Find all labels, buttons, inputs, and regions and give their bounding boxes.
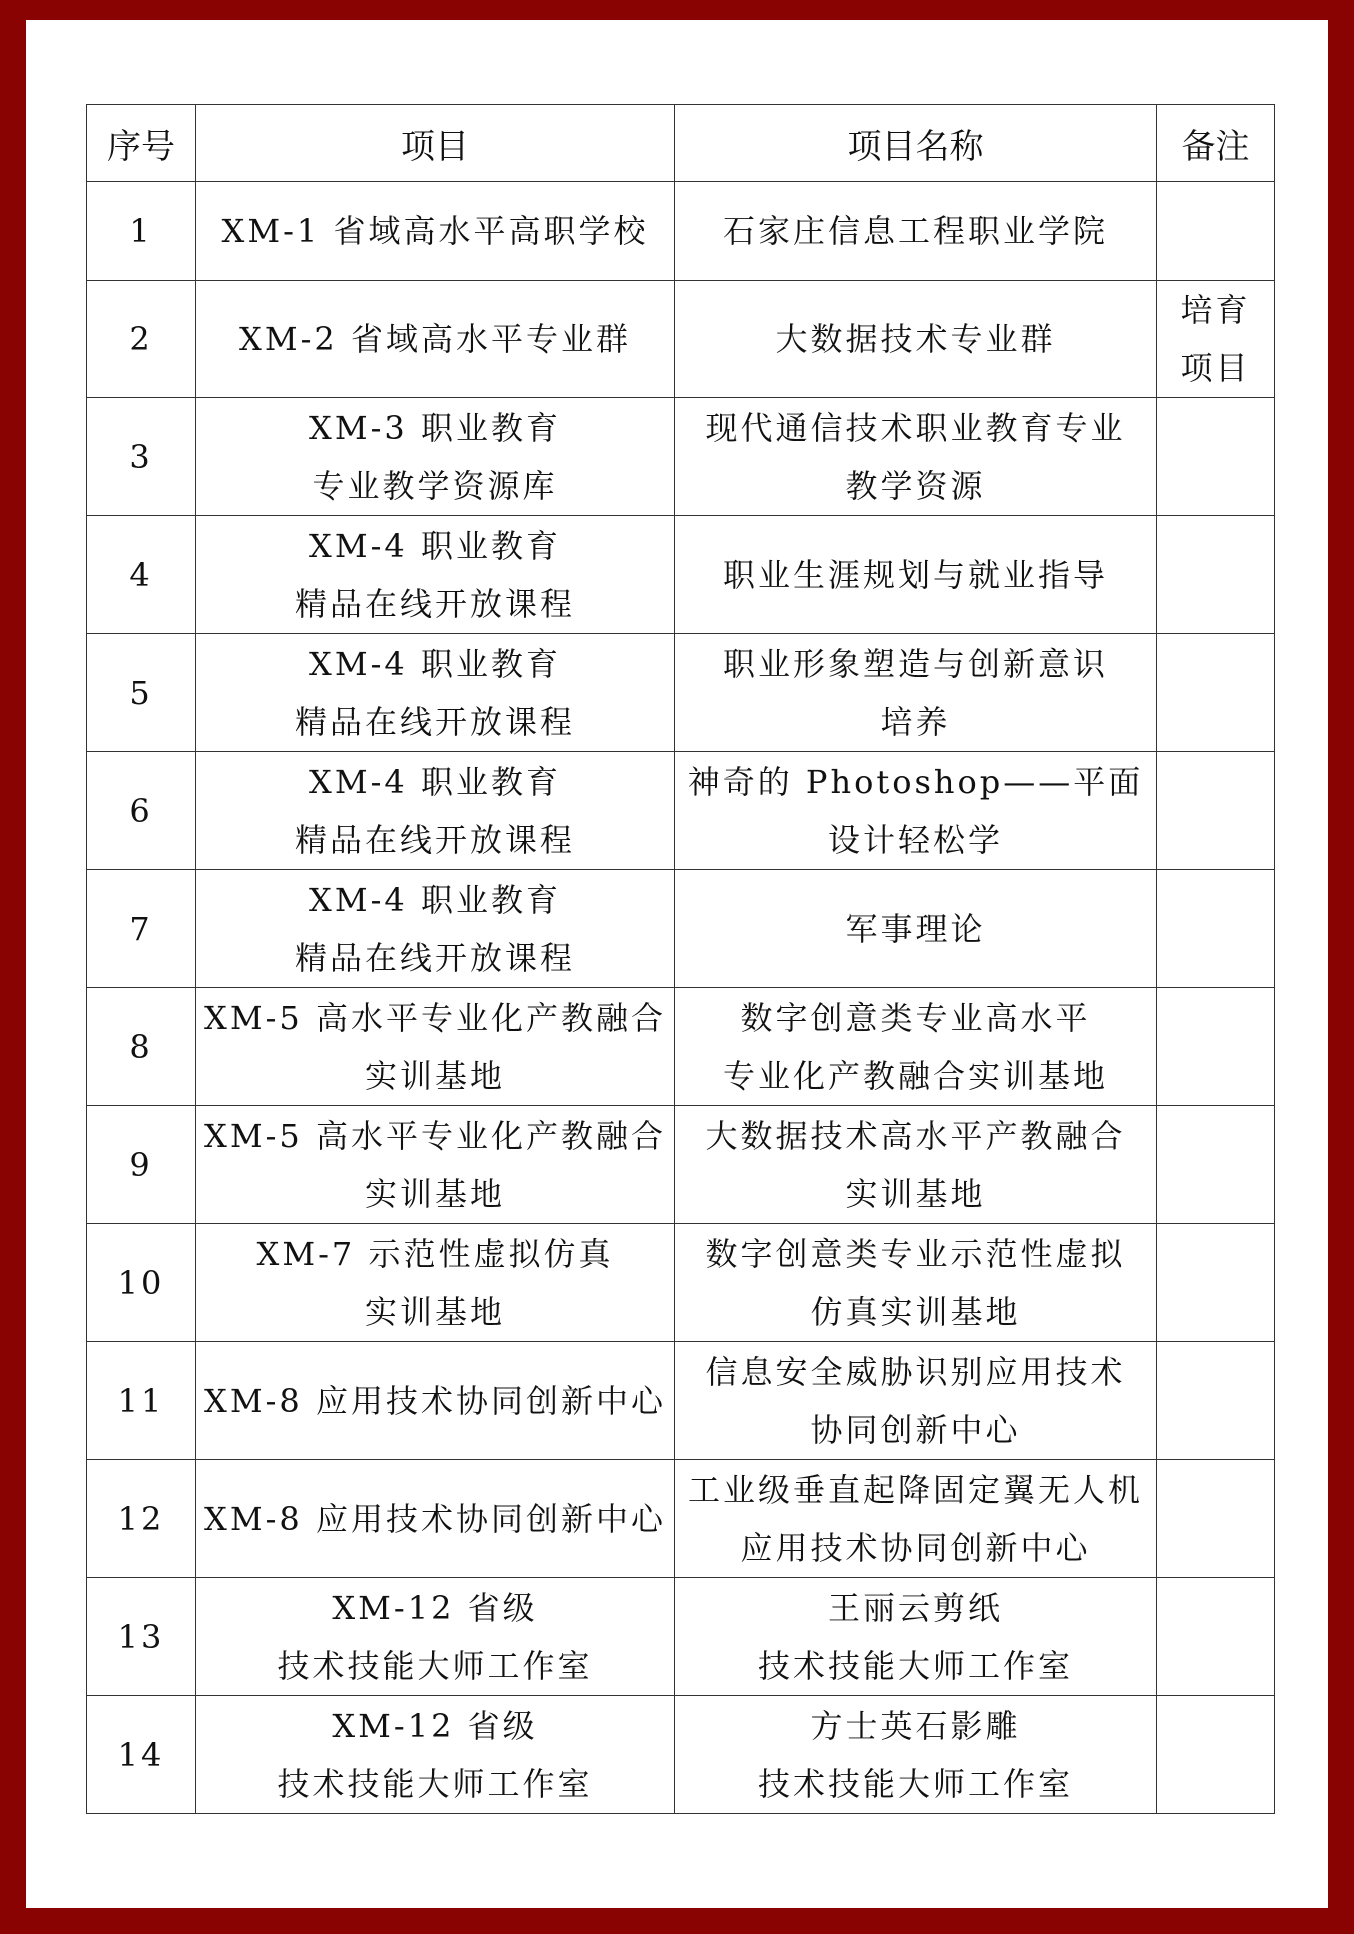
cell-item	[196, 752, 675, 870]
cell-name-line: 神奇的 Photoshop——平面	[687, 762, 1144, 801]
cell-item-line: XM-12 省级	[332, 1706, 538, 1745]
cell-name	[675, 634, 1157, 752]
cell-name-line: 专业化产教融合实训基地	[722, 1056, 1108, 1095]
table-row	[87, 1696, 1275, 1814]
cell-item-line: 精品在线开放课程	[294, 702, 575, 741]
cell-item	[196, 1578, 675, 1696]
cell-item-line: 实训基地	[364, 1292, 505, 1331]
table-row	[87, 398, 1275, 516]
cell-note	[1157, 634, 1275, 752]
cell-name	[675, 516, 1157, 634]
cell-name	[675, 1106, 1157, 1224]
cell-name-line: 设计轻松学	[827, 820, 1003, 859]
cell-item	[196, 1224, 675, 1342]
cell-name	[675, 1578, 1157, 1696]
cell-item	[196, 516, 675, 634]
document-page	[26, 20, 1328, 1908]
cell-item-line: XM-3 职业教育	[309, 408, 561, 447]
cell-seq: 6	[87, 752, 196, 870]
cell-name	[675, 1460, 1157, 1578]
cell-item	[196, 1342, 675, 1460]
table-row	[87, 1578, 1275, 1696]
cell-note-line: 项目	[1180, 349, 1251, 387]
cell-item	[196, 398, 675, 516]
cell-note	[1157, 281, 1275, 398]
cell-name-line: 数字创意类专业高水平	[740, 998, 1091, 1037]
cell-item-line: 专业教学资源库	[312, 466, 558, 505]
cell-name-line: 培养	[880, 702, 951, 741]
cell-name-line: 数字创意类专业示范性虚拟	[705, 1234, 1126, 1273]
header-note: 备注	[1157, 105, 1275, 182]
cell-name-line: 大数据技术专业群	[775, 320, 1056, 358]
table-row	[87, 752, 1275, 870]
cell-name-line: 石家庄信息工程职业学院	[722, 212, 1108, 250]
cell-name-line: 技术技能大师工作室	[757, 1764, 1073, 1803]
cell-item	[196, 182, 675, 281]
cell-item-line: XM-4 职业教育	[309, 762, 561, 801]
cell-note	[1157, 516, 1275, 634]
cell-name-line: 信息安全威胁识别应用技术	[705, 1352, 1126, 1391]
table-row	[87, 182, 1275, 281]
cell-name-line: 技术技能大师工作室	[757, 1646, 1073, 1685]
cell-item-line: 精品在线开放课程	[294, 820, 575, 859]
cell-item-line: XM-4 职业教育	[309, 644, 561, 683]
cell-note	[1157, 1224, 1275, 1342]
cell-note	[1157, 182, 1275, 281]
cell-item-line: XM-1 省域高水平高职学校	[221, 212, 649, 250]
cell-item	[196, 870, 675, 988]
header-seq: 序号	[87, 105, 196, 182]
table-row	[87, 870, 1275, 988]
cell-name-line: 大数据技术高水平产教融合	[705, 1116, 1126, 1155]
cell-item-line: 技术技能大师工作室	[277, 1646, 593, 1685]
cell-item-line: XM-8 应用技术协同创新中心	[204, 1381, 666, 1420]
header-name: 项目名称	[675, 105, 1157, 182]
cell-name	[675, 1342, 1157, 1460]
cell-item-line: XM-4 职业教育	[309, 880, 561, 919]
table-row	[87, 634, 1275, 752]
cell-note	[1157, 752, 1275, 870]
cell-name-line: 王丽云剪纸	[827, 1588, 1003, 1627]
cell-seq: 9	[87, 1106, 196, 1224]
cell-name	[675, 1696, 1157, 1814]
cell-name	[675, 398, 1157, 516]
cell-item-line: 精品在线开放课程	[294, 584, 575, 623]
cell-item	[196, 634, 675, 752]
table-row	[87, 1342, 1275, 1460]
cell-note	[1157, 1696, 1275, 1814]
cell-item-line: XM-5 高水平专业化产教融合	[204, 1116, 666, 1155]
cell-name-line: 应用技术协同创新中心	[740, 1528, 1091, 1567]
table-row	[87, 988, 1275, 1106]
cell-item	[196, 1106, 675, 1224]
cell-name-line: 协同创新中心	[810, 1410, 1021, 1449]
cell-note	[1157, 1106, 1275, 1224]
cell-note	[1157, 1342, 1275, 1460]
cell-item-line: XM-4 职业教育	[309, 526, 561, 565]
cell-seq: 13	[87, 1578, 196, 1696]
cell-note	[1157, 1460, 1275, 1578]
cell-item	[196, 1696, 675, 1814]
header-item: 项目	[196, 105, 675, 182]
cell-name	[675, 281, 1157, 398]
cell-seq: 10	[87, 1224, 196, 1342]
table-body	[87, 182, 1275, 1814]
cell-item-line: 技术技能大师工作室	[277, 1764, 593, 1803]
table-row	[87, 1106, 1275, 1224]
cell-note	[1157, 398, 1275, 516]
cell-seq: 7	[87, 870, 196, 988]
cell-item-line: 实训基地	[364, 1056, 505, 1095]
cell-seq: 11	[87, 1342, 196, 1460]
cell-seq: 4	[87, 516, 196, 634]
cell-seq: 2	[87, 281, 196, 398]
cell-item-line: XM-12 省级	[332, 1588, 538, 1627]
cell-name	[675, 870, 1157, 988]
table-row	[87, 1224, 1275, 1342]
cell-item	[196, 281, 675, 398]
cell-note	[1157, 870, 1275, 988]
cell-item-line: XM-8 应用技术协同创新中心	[204, 1499, 666, 1538]
cell-item-line: XM-5 高水平专业化产教融合	[204, 998, 666, 1037]
table-row	[87, 281, 1275, 398]
cell-item-line: XM-2 省域高水平专业群	[239, 320, 631, 358]
cell-name-line: 仿真实训基地	[810, 1292, 1021, 1331]
cell-name-line: 方士英石影雕	[810, 1706, 1021, 1745]
cell-name-line: 教学资源	[845, 466, 986, 505]
cell-name	[675, 988, 1157, 1106]
cell-seq: 14	[87, 1696, 196, 1814]
cell-name-line: 职业生涯规划与就业指导	[722, 555, 1108, 594]
cell-name-line: 现代通信技术职业教育专业	[705, 408, 1126, 447]
cell-item-line: 精品在线开放课程	[294, 938, 575, 977]
cell-name-line: 实训基地	[845, 1174, 986, 1213]
cell-seq: 5	[87, 634, 196, 752]
cell-item-line: 实训基地	[364, 1174, 505, 1213]
cell-name-line: 职业形象塑造与创新意识	[722, 644, 1108, 683]
cell-seq: 8	[87, 988, 196, 1106]
cell-name-line: 军事理论	[845, 909, 986, 948]
project-table	[86, 104, 1275, 1814]
cell-seq: 12	[87, 1460, 196, 1578]
table-row	[87, 1460, 1275, 1578]
cell-note-line: 培育	[1180, 291, 1251, 329]
cell-seq: 3	[87, 398, 196, 516]
table-header-row	[87, 105, 1275, 182]
cell-name	[675, 182, 1157, 281]
cell-item	[196, 988, 675, 1106]
cell-note	[1157, 988, 1275, 1106]
cell-item-line: XM-7 示范性虚拟仿真	[256, 1234, 614, 1273]
cell-item	[196, 1460, 675, 1578]
cell-name	[675, 752, 1157, 870]
cell-seq: 1	[87, 182, 196, 281]
cell-note	[1157, 1578, 1275, 1696]
cell-name-line: 工业级垂直起降固定翼无人机	[687, 1470, 1143, 1509]
table-row	[87, 516, 1275, 634]
cell-name	[675, 1224, 1157, 1342]
